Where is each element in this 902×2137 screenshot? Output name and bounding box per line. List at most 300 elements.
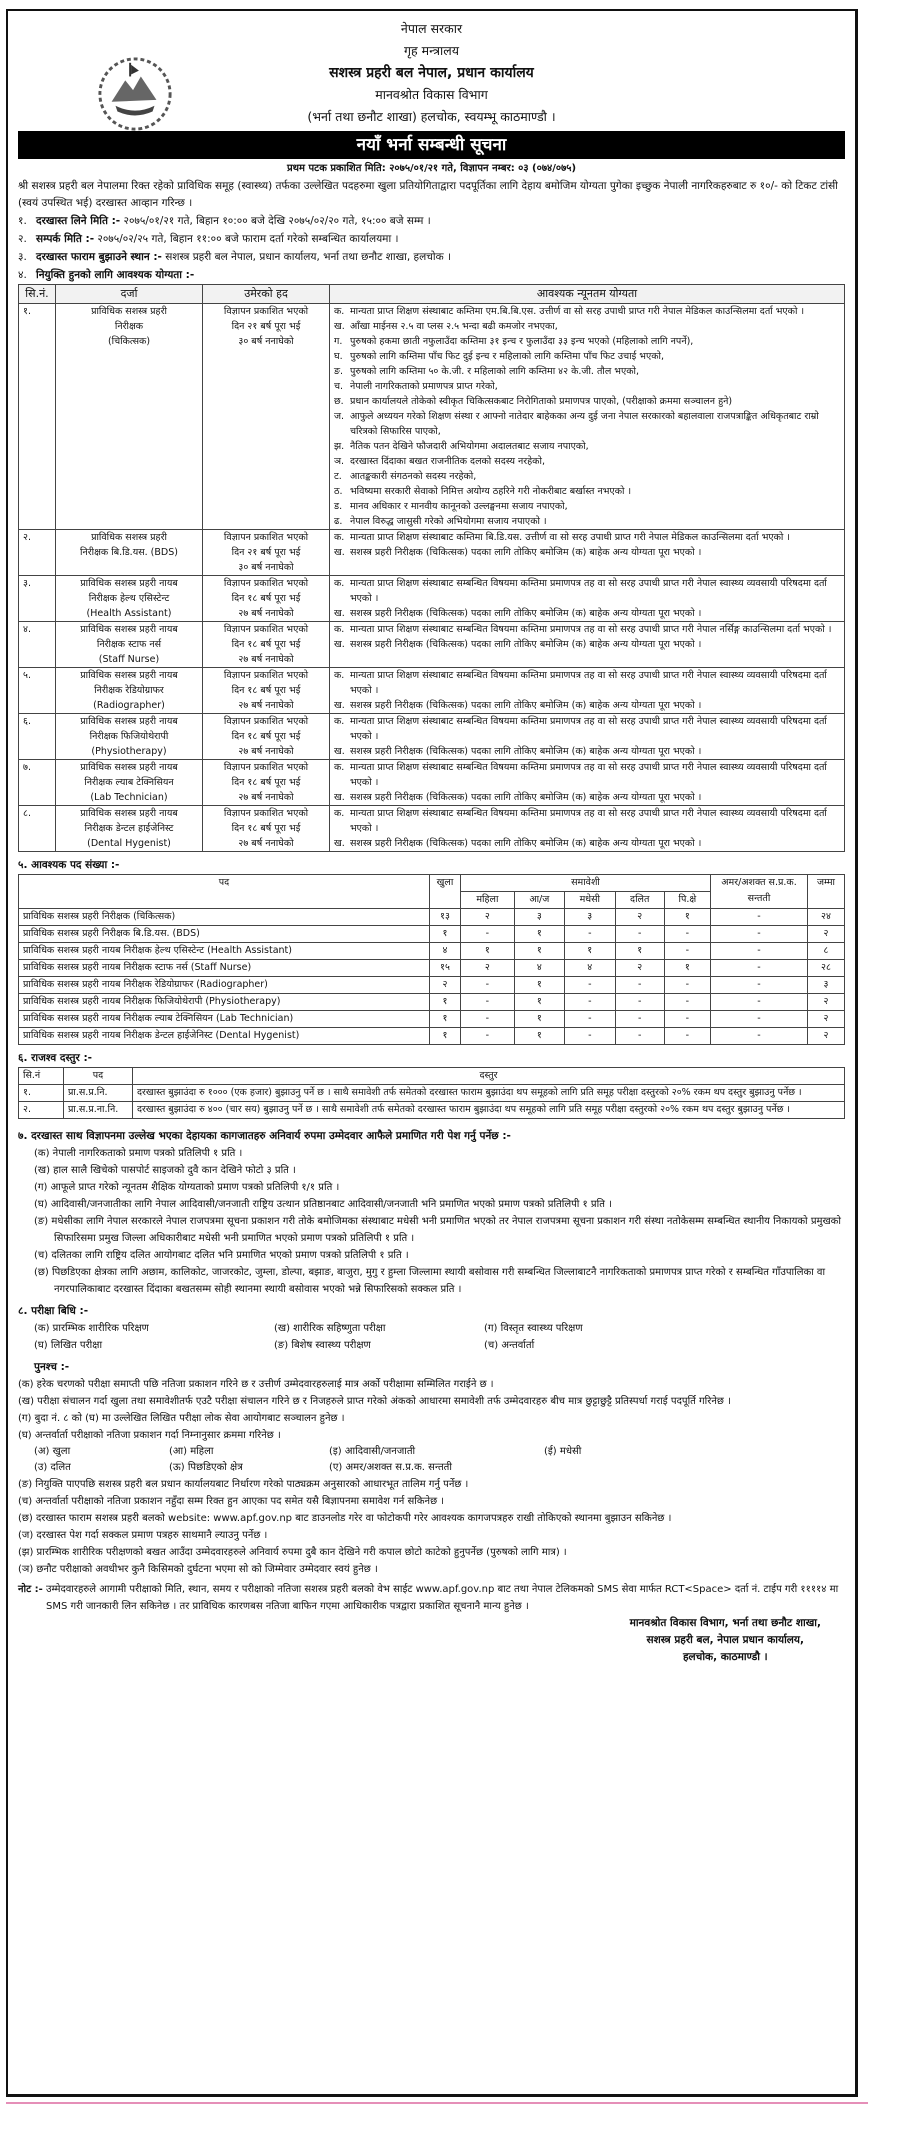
count-indigenous: १ [514, 1011, 564, 1028]
age-line: विज्ञापन प्रकाशित भएको [223, 808, 309, 819]
age-limit-cell [203, 806, 330, 852]
count-dalit: - [615, 994, 664, 1011]
requirements-cell [330, 668, 845, 714]
age-line: दिन १८ बर्ष पूरा भई [231, 639, 301, 650]
table-row [19, 994, 845, 1011]
col-header-backward-region: पि.क्षे [664, 892, 710, 909]
document-item: (च) दलितका लागि राष्ट्रिय दलित आयोगबाट दलित भनि प्रमाणित भएको प्रमाण पत्रको प्रतिलिपी १ प्रति । [34, 1250, 409, 1261]
count-martyr: - [711, 1028, 808, 1045]
requirement-item [334, 379, 840, 394]
post-name: प्राविधिक सशस्त्र प्रहरी नायब निरीक्षक ल्याब टेक्निसियन (Lab Technician) [19, 1011, 430, 1028]
table-row [19, 668, 845, 714]
requirement-item [334, 454, 840, 469]
order-item: (ऊ) पिछडिएको क्षेत्र [169, 1462, 243, 1473]
item-label: सम्पर्क मिति :- [36, 233, 95, 245]
requirement-item [334, 545, 840, 560]
item-body [36, 248, 451, 266]
count-indigenous: १ [514, 943, 564, 960]
requirement-text: आतङ्ककारी संगठनको सदस्य नरहेको, [350, 471, 477, 482]
requirement-text: सशस्त्र प्रहरी निरीक्षक (चिकित्सक) पदका लागि तोकिए बमोजिम (क) बाहेक अन्य योग्यता पूरा भएको । [350, 547, 702, 558]
col-header-inclusive: समावेशी [461, 875, 711, 892]
item-text: २०७५/०१/२१ गते, बिहान १०:०० बजे देखि २०७५/०२/२० गते, १५:०० बजे सम्म । [120, 215, 431, 227]
count-indigenous: १ [514, 1028, 564, 1045]
age-limit-cell [203, 576, 330, 622]
signature-block [18, 1615, 845, 1666]
requirement-item [334, 304, 840, 319]
requirements-cell [330, 760, 845, 806]
table-row [19, 530, 845, 576]
key-item [18, 248, 845, 266]
count-backward-region: - [664, 943, 710, 960]
serial-number: ७. [19, 760, 56, 806]
post-name: प्राविधिक सशस्त्र प्रहरी नायब निरीक्षक डेन्टल हाईजेनिस्ट (Dental Hygenist) [19, 1028, 430, 1045]
requirement-text: मान्यता प्राप्त शिक्षण संस्थाबाट सम्बन्धित विषयमा कम्तिमा प्रमाणपत्र तह वा सो सरह उपाधी प्राप्त गरी नेपाल स्वास्थ्य व्यवसायी परिषदमा दर्ता भएको । [350, 670, 827, 696]
count-backward-region: - [664, 926, 710, 943]
count-women: - [461, 926, 515, 943]
item-number: १. [18, 215, 27, 227]
requirement-item [334, 349, 840, 364]
serial-number: २. [19, 1102, 64, 1119]
item-body [36, 230, 399, 248]
fees-table [18, 1067, 845, 1119]
count-dalit: - [615, 926, 664, 943]
requirement-key: च. [334, 381, 344, 392]
rank-cell [56, 668, 203, 714]
rank-cell [56, 760, 203, 806]
document-item: (ङ) मधेसीका लागि नेपाल सरकारले नेपाल राजपत्रमा सूचना प्रकाशन गरी तोके बमोजिमका संस्थाबाट मधेसी भनी प्रमाणित भएको तर नेपाल राजपत्रमा सूचना प्रकाशन गरी संस्था नतोकेसम्म सम्बन्धित स्थानीय निकायको प्रमुखको सिफारिसमा प्रमुख जिल्ला अधिकारीबाट मधेसी भनी प्रमाणित भएको प्रमाण पत्रको प्रतिलिपी १ प्रति । [34, 1216, 841, 1244]
exam-method: (ख) शारीरिक सहिष्णुता परीक्षा [274, 1323, 386, 1334]
posts-count-table [18, 874, 845, 1045]
publish-info: प्रथम पटक प्रकाशित मिति: २०७५/०१/२१ गते, विज्ञापन नम्बर: ०३ (०७४/०७५) [286, 163, 577, 174]
fee-text: दरखास्त बुझाउंदा रु ४०० (चार सय) बुझाउनु पर्ने छ । साथै समावेशी तर्फ समेतको दरखास्त फाराम बुझाउंदा थप समूहको लागि प्रति समूह परीक्षा दस्तुरको २०% रकम थप दस्तुर बुझाउनु पर्नेछ । [133, 1102, 845, 1119]
age-line: विज्ञापन प्रकाशित भएको [223, 624, 309, 635]
gov-name: नेपाल सरकार [400, 21, 463, 36]
table-row [19, 622, 845, 668]
age-line: विज्ञापन प्रकाशित भएको [223, 716, 309, 727]
count-dalit: - [615, 1011, 664, 1028]
requirement-item [334, 319, 840, 334]
rank-line: (Radiographer) [93, 700, 165, 711]
requirement-text: मान्यता प्राप्त शिक्षण संस्थाबाट सम्बन्धित विषयमा कम्तिमा प्रमाणपत्र तह वा सो सरह उपाधी प्राप्त गरी नेपाल नर्सिङ्ग काउन्सिलमा दर्ता भएको । [350, 624, 832, 635]
requirement-key: ख. [334, 321, 345, 332]
item-number: ४. [18, 269, 27, 281]
age-line: २७ बर्ष ननाघेको [238, 700, 294, 711]
col-header-requirements: आवश्यक न्यूनतम योग्यता [330, 285, 845, 304]
requirement-key: क. [334, 624, 345, 635]
age-line: २७ बर्ष ननाघेको [238, 838, 294, 849]
age-line: २७ बर्ष ननाघेको [238, 792, 294, 803]
requirement-key: ड. [334, 501, 343, 512]
count-madhesi: - [564, 926, 615, 943]
age-line: दिन १८ बर्ष पूरा भई [231, 593, 301, 604]
count-open: १ [430, 926, 461, 943]
count-madhesi: ३ [564, 909, 615, 926]
requirement-item [334, 606, 840, 621]
age-line: विज्ञापन प्रकाशित भएको [223, 762, 309, 773]
age-line: विज्ञापन प्रकाशित भएको [223, 578, 309, 589]
count-open: १ [430, 994, 461, 1011]
signature-line-2: सशस्त्र प्रहरी बल, नेपाल प्रधान कार्यालय, [646, 1634, 805, 1646]
requirement-key: क. [334, 532, 345, 543]
requirement-key: ञ. [334, 456, 345, 467]
requirement-key: ग. [334, 336, 343, 347]
post-name: प्राविधिक सशस्त्र प्रहरी नायब निरीक्षक स्टाफ नर्स (Staff Nurse) [19, 960, 430, 977]
count-dalit: - [615, 977, 664, 994]
requirement-key: घ. [334, 351, 343, 362]
rank-cell [56, 576, 203, 622]
serial-number: १. [19, 304, 56, 530]
exam-section-title: ८. परीक्षा बिधि :- [18, 1305, 89, 1317]
post-name: प्राविधिक सशस्त्र प्रहरी निरीक्षक बि.डि.यस. (BDS) [19, 926, 430, 943]
count-madhesi: - [564, 1028, 615, 1045]
rank-line: निरीक्षक फिजियोथेरापी [89, 731, 169, 742]
rank-line: प्राविधिक सशस्त्र प्रहरी नायब [80, 578, 178, 589]
requirement-item [334, 530, 840, 545]
age-limit-cell [203, 714, 330, 760]
count-madhesi: - [564, 994, 615, 1011]
requirement-key: क. [334, 670, 345, 681]
rank-cell [56, 806, 203, 852]
requirement-key: ढ. [334, 516, 343, 527]
post-name: प्राविधिक सशस्त्र प्रहरी नायब निरीक्षक रेडियोग्राफर (Radiographer) [19, 977, 430, 994]
col-header-dalit: दलित [615, 892, 664, 909]
branch-address: (भर्ना तथा छनौट शाखा) हलचोक, स्वयम्भू काठमाण्डौ । [307, 109, 556, 124]
serial-number: ५. [19, 668, 56, 714]
intro-paragraph: श्री सशस्त्र प्रहरी बल नेपालमा रिक्त रहेको प्राविधिक समूह (स्वास्थ्य) तर्फका उल्लेखित पदहरुमा खुला प्रतियोगिताद्वारा पदपूर्तिका लागि देहाय बमोजिम योग्यता पुगेका इच्छुक नेपाली नागरिकहरुबाट रु १०/- को टिकट टांसी (स्वयं उपस्थित भई) दरखास्त आव्हान गरिन्छ । [18, 180, 838, 209]
posts-section-title: ५. आवश्यक पद संख्या :- [18, 859, 120, 871]
count-martyr: - [711, 926, 808, 943]
serial-number: २. [19, 530, 56, 576]
col-header-women: महिला [461, 892, 515, 909]
count-indigenous: १ [514, 994, 564, 1011]
requirement-key: क. [334, 306, 345, 317]
item-number: ३. [18, 251, 27, 263]
table-row [19, 960, 845, 977]
rank-line: निरीक्षक डेन्टल हाईजेनिस्ट [84, 823, 174, 834]
col-header-age: उमेरको हद [203, 285, 330, 304]
col-header-sn: सि.नं [19, 1068, 64, 1085]
requirement-key: क. [334, 578, 345, 589]
age-limit-cell [203, 622, 330, 668]
requirement-text: मान्यता प्राप्त शिक्षण संस्थाबाट सम्बन्धित विषयमा कम्तिमा प्रमाणपत्र तह वा सो सरह उपाधी प्राप्त गरी नेपाल स्वास्थ्य व्यवसायी परिषदमा दर्ता भएको । [350, 762, 827, 788]
item-number: २. [18, 233, 27, 245]
rank-line: निरीक्षक [114, 321, 144, 332]
age-line: ३० बर्ष ननाघेको [238, 562, 294, 573]
exam-methods-list [18, 1320, 845, 1354]
requirement-text: प्रधान कार्यालयले तोकेको स्वीकृत चिकित्सकबाट निरोगिताको प्रमाणपत्र पाएको, (परीक्षाको क्रममा सञ्चालन हुने) [350, 396, 733, 407]
rank-line: निरीक्षक ल्याब टेक्निसियन [84, 777, 174, 788]
requirement-key: ख. [334, 700, 345, 711]
requirement-item [334, 514, 840, 529]
age-limit-cell [203, 668, 330, 714]
count-martyr: - [711, 909, 808, 926]
count-open: १५ [430, 960, 461, 977]
note-item: (छ) दरखास्त फाराम सशस्त्र प्रहरी बलको website: www.apf.gov.np बाट डाउनलोड गरेर वा फोटोकपी गरेर आवश्यक कागजपत्रहरु राखी तोकिएको स्थानमा बुझाउन सकिनेछ । [18, 1513, 672, 1524]
count-dalit: २ [615, 909, 664, 926]
item-label: दरखास्त लिने मिति :- [36, 215, 121, 227]
requirement-text: भविष्यमा सरकारी सेवाको निमित्त अयोग्य ठहरिने गरी नोकरीबाट बर्खास्त नभएको । [350, 486, 632, 497]
requirement-key: ज. [334, 411, 345, 422]
requirement-item [334, 439, 840, 454]
note-item: (ङ) नियुक्ति पाएपछि सशस्त्र प्रहरी बल प्रधान कार्यालयबाट निर्धारण गरेको पाठ्यक्रम अनुसारको आधारभूत तालिम गर्नु पर्नेछ । [18, 1479, 469, 1490]
requirement-key: ख. [334, 608, 345, 619]
requirement-text: सशस्त्र प्रहरी निरीक्षक (चिकित्सक) पदका लागि तोकिए बमोजिम (क) बाहेक अन्य योग्यता पूरा भएको । [350, 608, 702, 619]
requirement-text: मान्यता प्राप्त शिक्षण संस्थाबाट सम्बन्धित विषयमा कम्तिमा प्रमाणपत्र तह वा सो सरह उपाधी प्राप्त गरी नेपाल स्वास्थ्य व्यवसायी परिषदमा दर्ता भएको । [350, 808, 827, 834]
notice-document [6, 9, 858, 2097]
order-item: (ए) अमर/अशक्त स.प्र.क. सन्तती [329, 1462, 452, 1473]
age-limit-cell [203, 530, 330, 576]
table-row [19, 926, 845, 943]
requirement-text: सशस्त्र प्रहरी निरीक्षक (चिकित्सक) पदका लागि तोकिए बमोजिम (क) बाहेक अन्य योग्यता पूरा भएको । [350, 838, 702, 849]
serial-number: १. [19, 1085, 64, 1102]
note-item: (ञ) छनौट परीक्षाको अवधीभर कुनै किसिमको दुर्घटना भएमा सो को जिम्मेवार उम्मेदवार स्वयं हुनेछ । [18, 1564, 378, 1575]
count-women: २ [461, 909, 515, 926]
note-item: (ग) बुदा नं. ८ को (घ) मा उल्लेखित लिखित परीक्षा लोक सेवा आयोगबाट सञ्चालन हुनेछ । [18, 1413, 345, 1424]
item-label: दरखास्त फाराम बुझाउने स्थान :- [36, 251, 162, 263]
rank-line: प्राविधिक सशस्त्र प्रहरी नायब [80, 624, 178, 635]
office-name: सशस्त्र प्रहरी बल नेपाल, प्रधान कार्यालय [329, 65, 534, 81]
table-row [19, 943, 845, 960]
count-total: २ [808, 994, 845, 1011]
age-line: दिन २१ बर्ष पूरा भई [231, 321, 301, 332]
col-header-post: पद [19, 875, 430, 909]
age-line: विज्ञापन प्रकाशित भएको [223, 532, 309, 543]
required-documents-list [18, 1145, 845, 1298]
document-item: (ख) हाल सालै खिचेको पासपोर्ट साइजको दुवै कान देखिने फोटो ३ प्रति । [34, 1165, 296, 1176]
serial-number: ४. [19, 622, 56, 668]
count-martyr: - [711, 960, 808, 977]
count-open: १ [430, 1028, 461, 1045]
item-label: नियुक्ति हुनको लागि आवश्यक योग्यता :- [36, 269, 195, 281]
count-backward-region: - [664, 977, 710, 994]
item-body [36, 266, 194, 284]
requirement-item [334, 622, 840, 637]
rank-cell [56, 304, 203, 530]
requirement-item [334, 409, 840, 439]
page-divider [6, 2102, 868, 2104]
count-madhesi: - [564, 977, 615, 994]
count-madhesi: - [564, 1011, 615, 1028]
qualifications-table [18, 284, 845, 852]
requirement-item [334, 576, 840, 606]
fee-text: दरखास्त बुझाउंदा रु १००० (एक हजार) बुझाउनु पर्ने छ । साथै समावेशी तर्फ समेतको दरखास्त फाराम बुझाउंदा थप समूहको लागि प्रति समूह परीक्षा दस्तुरको २०% रकम थप दस्तुर बुझाउनु पर्नेछ । [133, 1085, 845, 1102]
requirement-text: सशस्त्र प्रहरी निरीक्षक (चिकित्सक) पदका लागि तोकिए बमोजिम (क) बाहेक अन्य योग्यता पूरा भएको । [350, 746, 702, 757]
postscript-title: पुनश्च :- [34, 1361, 70, 1373]
col-header-fee: दस्तुर [133, 1068, 845, 1085]
col-header-madhesi: मधेसी [564, 892, 615, 909]
table-row [19, 576, 845, 622]
count-total: २८ [808, 960, 845, 977]
age-line: दिन १८ बर्ष पूरा भई [231, 685, 301, 696]
age-line: दिन १८ बर्ष पूरा भई [231, 823, 301, 834]
table-row [19, 1102, 845, 1119]
nepal-emblem-icon [96, 55, 174, 133]
requirement-text: मान्यता प्राप्त शिक्षण संस्थाबाट कम्तिमा एम.बि.बि.एस. उत्तीर्ण वा सो सरह उपाधी प्राप्त गरी नेपाल मेडिकल काउन्सिलमा दर्ता भएको । [350, 306, 805, 317]
table-row [19, 304, 845, 530]
col-header-total: जम्मा [808, 875, 845, 909]
requirement-item [334, 334, 840, 349]
post-name: प्राविधिक सशस्त्र प्रहरी नायब निरीक्षक फिजियोथेरापी (Physiotherapy) [19, 994, 430, 1011]
count-indigenous: ३ [514, 909, 564, 926]
count-total: २४ [808, 909, 845, 926]
col-header-martyr: अमर/अशक्त स.प्र.क. सन्तती [711, 875, 808, 909]
count-indigenous: १ [514, 926, 564, 943]
requirement-text: मान्यता प्राप्त शिक्षण संस्थाबाट कम्तिमा बि.डि.यस. उत्तीर्ण वा सो सरह उपाधी प्राप्त गरी नेपाल मेडिकल काउन्सिलमा दर्ता भएको । [350, 532, 791, 543]
requirement-item [334, 668, 840, 698]
requirements-cell [330, 576, 845, 622]
requirement-item [334, 760, 840, 790]
age-limit-cell [203, 304, 330, 530]
count-backward-region: - [664, 1011, 710, 1028]
documents-section-title: ७. दरखास्त साथ विज्ञापनमा उल्लेख भएका देहायका कागजातहरु अनिवार्य रुपमा उम्मेदवार आफैले प्रमाणित गरी पेश गर्नु पर्नेछ :- [18, 1130, 511, 1142]
rank-cell [56, 530, 203, 576]
note-text: उम्मेदवारहरुले आगामी परीक्षाको मिति, स्थान, समय र परीक्षाको नतिजा सशस्त्र प्रहरी बलको वेभ साईट www.apf.gov.np बाट तथा नेपाल टेलिकमको SMS सेवा मार्फत RCT<Space> दर्ता नं. टाईप गरी ११११४ मा SMS गरी जानकारी लिन सकिनेछ । तर प्राविधिक कारणबस नतिजा बाफिन गएमा आधिकारीक पत्रद्वारा प्रकाशित सूचनानै मान्य हुनेछ । [42, 1584, 839, 1612]
requirement-text: नेपाली नागरिकताको प्रमाणपत्र प्राप्त गरेको, [350, 381, 498, 392]
serial-number: ३. [19, 576, 56, 622]
count-martyr: - [711, 977, 808, 994]
note-item: (घ) अन्तर्वार्ता परीक्षाको नतिजा प्रकाशन गर्दा निम्नानुसार क्रममा गरिनेछ । [18, 1430, 281, 1441]
age-line: दिन १८ बर्ष पूरा भई [231, 731, 301, 742]
table-row [19, 977, 845, 994]
note-item: (क) हरेक चरणको परीक्षा समाप्ती पछि नतिजा प्रकाशन गरिने छ र उत्तीर्ण उम्मेदवारहरुलाई मात्र अर्को परीक्षामा सम्मिलित गराईने छ । [18, 1379, 494, 1390]
requirement-text: आफुले अध्ययन गरेको शिक्षण संस्था र आफ्नो नातेदार बाहेकका अन्य दुई जना नेपाल सरकारको बहालवाला राजपत्राङ्कित अधिकृतबाट राम्रो चरित्रको सिफारिस पाएको, [350, 411, 819, 437]
count-indigenous: १ [514, 977, 564, 994]
rank-line: निरीक्षक रेडियोग्राफर [94, 685, 164, 696]
age-line: विज्ञापन प्रकाशित भएको [223, 670, 309, 681]
count-total: २ [808, 926, 845, 943]
count-total: २ [808, 1028, 845, 1045]
requirement-item [334, 394, 840, 409]
rank-line: (Health Assistant) [86, 608, 172, 619]
requirement-text: पुरुषको लागि कम्तिमा ५० के.जी. र महिलाको लागि कम्तिमा ४२ के.जी. तौल भएको, [350, 366, 639, 377]
note-item: (झ) प्रारम्भिक शारीरिक परीक्षणको बखत आउँदा उम्मेदवारहरुले अनिवार्य रुपमा दुबै कान देखिने गरी कपाल छोटो काटेको हुनुपर्नेछ (पुरुषको लागि मात्र) । [18, 1547, 567, 1558]
requirement-key: ट. [334, 471, 342, 482]
count-total: ३ [808, 977, 845, 994]
requirements-cell [330, 304, 845, 530]
age-line: २७ बर्ष ननाघेको [238, 608, 294, 619]
count-open: १ [430, 1011, 461, 1028]
requirement-text: मान्यता प्राप्त शिक्षण संस्थाबाट सम्बन्धित विषयमा कम्तिमा प्रमाणपत्र तह वा सो सरह उपाधी प्राप्त गरी नेपाल स्वास्थ्य व्यवसायी परिषदमा दर्ता भएको । [350, 578, 827, 604]
requirement-key: क. [334, 808, 345, 819]
requirement-text: दरखास्त दिंदाका बखत राजनीतिक दलको सदस्य नरहेको, [350, 456, 545, 467]
order-item: (अ) खुला [34, 1446, 71, 1457]
order-item: (ई) मधेसी [544, 1446, 582, 1457]
item-text: सशस्त्र प्रहरी बल नेपाल, प्रधान कार्यालय, भर्ना तथा छनौट शाखा, हलचोक । [161, 251, 452, 263]
post-name: प्राविधिक सशस्त्र प्रहरी निरीक्षक (चिकित्सक) [19, 909, 430, 926]
requirement-item [334, 836, 840, 851]
table-row [19, 714, 845, 760]
requirement-item [334, 637, 840, 652]
requirements-cell [330, 622, 845, 668]
rank-line: प्राविधिक सशस्त्र प्रहरी नायब [80, 670, 178, 681]
ministry-name: गृह मन्त्रालय [403, 43, 460, 58]
rank-line: प्राविधिक सशस्त्र प्रहरी नायब [80, 716, 178, 727]
age-limit-cell [203, 760, 330, 806]
rank-line: प्राविधिक सशस्त्र प्रहरी [91, 306, 167, 317]
col-header-rank: दर्जा [56, 285, 203, 304]
rank-cell [56, 622, 203, 668]
order-item [544, 1460, 694, 1476]
requirement-key: ङ. [334, 366, 344, 377]
table-row [19, 1028, 845, 1045]
requirement-item [334, 790, 840, 805]
note-item: (ज) दरखास्त पेश गर्दा सक्कल प्रमाण पत्रहरु साथमानै ल्याउनु पर्नेछ । [18, 1530, 268, 1541]
rank-line: (Lab Technician) [90, 792, 168, 803]
serial-number: ८. [19, 806, 56, 852]
document-item: (छ) पिछडिएका क्षेत्रका लागि अछाम, कालिकोट, जाजरकोट, जुम्ला, डोल्पा, बझाङ, बाजुरा, मुगु र हुम्ला जिल्लामा स्थायी बसोवास गरी सम्बन्धित जिल्लाबाटनै नागरिकताको प्रमाणपत्र प्राप्त गरेको र सम्बन्धित गाँउपालिका वा नगरपालिकाबाट दरखास्त दिंदाका बखतसम्म सोही स्थानमा स्थायी बसोवास भएको भन्ने सिफारिसको सक्कल प्रति । [34, 1267, 826, 1295]
count-open: २ [430, 977, 461, 994]
post-name: प्राविधिक सशस्त्र प्रहरी नायब निरीक्षक हेल्थ एसिस्टेन्ट (Health Assistant) [19, 943, 430, 960]
count-backward-region: १ [664, 960, 710, 977]
count-open: १३ [430, 909, 461, 926]
count-dalit: २ [615, 960, 664, 977]
requirement-item [334, 364, 840, 379]
count-women: - [461, 977, 515, 994]
rank-line: (Staff Nurse) [98, 654, 160, 665]
sms-note [18, 1581, 845, 1615]
age-line: विज्ञापन प्रकाशित भएको [223, 306, 309, 317]
document-item: (क) नेपाली नागरिकताको प्रमाण पत्रको प्रतिलिपी १ प्रति । [34, 1148, 243, 1159]
count-total: २ [808, 1011, 845, 1028]
fees-section-title: ६. राजश्व दस्तुर :- [18, 1052, 93, 1064]
note-label: नोट :- [18, 1584, 43, 1595]
requirements-cell [330, 714, 845, 760]
exam-method: (ङ) बिशेष स्वास्थ्य परीक्षण [274, 1340, 371, 1351]
requirement-key: ठ. [334, 486, 343, 497]
requirement-item [334, 469, 840, 484]
age-line: ३० बर्ष ननाघेको [238, 336, 294, 347]
requirement-text: पुरुषको लागि कम्तिमा पाँच फिट दुई इन्च र महिलाको लागि कम्तिमा पाँच फिट उचाई भएको, [350, 351, 664, 362]
count-backward-region: - [664, 994, 710, 1011]
count-women: - [461, 1028, 515, 1045]
age-line: दिन १८ बर्ष पूरा भई [231, 777, 301, 788]
count-martyr: - [711, 943, 808, 960]
key-dates-list [18, 212, 845, 284]
requirement-text: नेपाल विरुद्ध जासुसी गरेको अभियोगमा सजाय नपाएको । [350, 516, 547, 527]
count-women: २ [461, 960, 515, 977]
order-item: (इ) आदिवासी/जनजाती [329, 1446, 416, 1457]
rank-line: निरीक्षक स्टाफ नर्स [96, 639, 162, 650]
requirement-item [334, 698, 840, 713]
requirement-text: मानव अधिकार र मानवीय कानूनको उल्लङ्घनमा सजाय नपाएको, [350, 501, 568, 512]
item-body [36, 212, 431, 230]
count-martyr: - [711, 994, 808, 1011]
requirement-item [334, 806, 840, 836]
requirement-key: क. [334, 762, 345, 773]
exam-method: (क) प्रारम्भिक शारीरिक परिक्षण [34, 1323, 149, 1334]
postscript-notes-continued [18, 1476, 845, 1578]
count-open: ४ [430, 943, 461, 960]
requirement-key: झ. [334, 441, 345, 452]
age-line: २७ बर्ष ननाघेको [238, 654, 294, 665]
requirement-text: नैतिक पतन देखिने फौजदारी अभियोगमा अदालतबाट सजाय नपाएको, [350, 441, 589, 452]
rank-line: प्राविधिक सशस्त्र प्रहरी [91, 532, 167, 543]
requirement-key: ख. [334, 547, 345, 558]
requirement-key: छ. [334, 396, 344, 407]
exam-method: (घ) लिखित परीक्षा [34, 1340, 103, 1351]
count-martyr: - [711, 1011, 808, 1028]
requirements-cell [330, 806, 845, 852]
requirement-key: क. [334, 716, 345, 727]
rank-cell [56, 714, 203, 760]
table-row [19, 1011, 845, 1028]
requirement-text: सशस्त्र प्रहरी निरीक्षक (चिकित्सक) पदका लागि तोकिए बमोजिम (क) बाहेक अन्य योग्यता पूरा भएको । [350, 792, 702, 803]
rank-line: निरीक्षक बि.डि.यस. (BDS) [80, 547, 178, 558]
requirement-item [334, 484, 840, 499]
count-backward-region: १ [664, 909, 710, 926]
count-dalit: - [615, 1028, 664, 1045]
count-madhesi: १ [564, 943, 615, 960]
